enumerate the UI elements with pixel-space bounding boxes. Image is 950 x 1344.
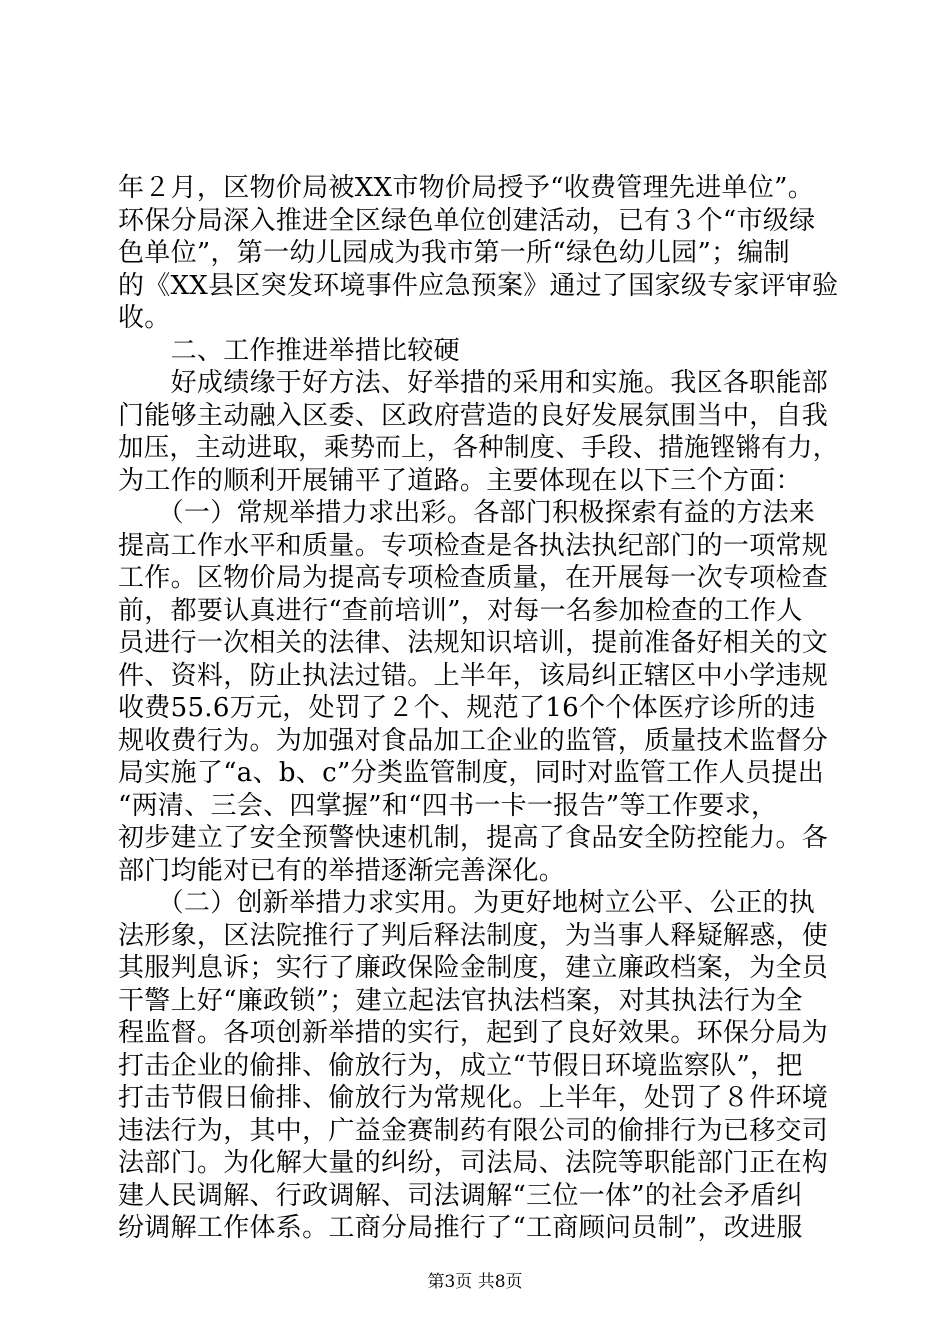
text-line: 法形象，区法院推行了判后释法制度，为当事人释疑解惑，使 bbox=[118, 920, 829, 951]
text-line: 收。 bbox=[118, 303, 171, 333]
text-line: 好成绩缘于好方法、好举措的采用和实施。我区各职能部 bbox=[118, 368, 829, 398]
text-line: （二）创新举措力求实用。为更好地树立公平、公正的执 bbox=[118, 888, 816, 918]
document-body bbox=[118, 172, 838, 1245]
text-line: 前，都要认真进行“查前培训”，对每一名参加检查的工作人 bbox=[118, 595, 803, 626]
text-line: 局实施了“a、b、c”分类监管制度，同时对监管工作人员提出 bbox=[118, 758, 824, 788]
text-line: （一）常规举措力求出彩。各部门积极探索有益的方法来 bbox=[118, 498, 816, 528]
text-line: “两清、三会、四掌握”和“四书一卡一报告”等工作要求， bbox=[118, 790, 778, 821]
text-line: 件、资料，防止执法过错。上半年，该局纠正辖区中小学违规 bbox=[118, 660, 829, 691]
text-line: 门能够主动融入区委、区政府营造的良好发展氛围当中，自我 bbox=[118, 400, 829, 431]
text-line: 环保分局深入推进全区绿色单位创建活动，已有３个“市级绿 bbox=[118, 205, 816, 236]
text-line: 初步建立了安全预警快速机制，提高了食品安全防控能力。各 bbox=[118, 823, 829, 853]
text-line: 纷调解工作体系。工商分局推行了“工商顾问员制”，改进服 bbox=[118, 1213, 803, 1243]
text-line: 为工作的顺利开展铺平了道路。主要体现在以下三个方面： bbox=[118, 465, 802, 496]
text-line: 干警上好“廉政锁”；建立起法官执法档案，对其执法行为全 bbox=[118, 985, 803, 1016]
text-line: 员进行一次相关的法律、法规知识培训，提前准备好相关的文 bbox=[118, 628, 829, 658]
text-line: 建人民调解、行政调解、司法调解“三位一体”的社会矛盾纠 bbox=[118, 1180, 803, 1211]
text-line: 加压，主动进取，乘势而上，各种制度、手段、措施铿锵有力， bbox=[118, 433, 839, 463]
text-line: 的《XX县区突发环境事件应急预案》通过了国家级专家评审验 bbox=[118, 270, 839, 301]
text-line: 部门均能对已有的举措逐渐完善深化。 bbox=[118, 855, 566, 886]
text-line: 色单位”，第一幼儿园成为我市第一所“绿色幼儿园”；编制 bbox=[118, 238, 790, 268]
text-line: 打击企业的偷排、偷放行为，成立“节假日环境监察队”，把 bbox=[118, 1050, 803, 1081]
text-line: 二、工作推进举措比较硬 bbox=[118, 335, 460, 366]
text-line: 打击节假日偷排、偷放行为常规化。上半年，处罚了８件环境 bbox=[118, 1083, 829, 1113]
text-line: 违法行为，其中，广益金赛制药有限公司的偷排行为已移交司 bbox=[118, 1115, 829, 1146]
text-line: 工作。区物价局为提高专项检查质量，在开展每一次专项检查 bbox=[118, 563, 829, 593]
text-line: 程监督。各项创新举措的实行，起到了良好效果。环保分局为 bbox=[118, 1018, 829, 1048]
page-footer: 第3页 共8页 bbox=[427, 1272, 523, 1292]
text-line: 规收费行为。为加强对食品加工企业的监管，质量技术监督分 bbox=[118, 725, 829, 756]
text-line: 年２月，区物价局被XX市物价局授予“收费管理先进单位”。 bbox=[118, 173, 815, 203]
text-line: 提高工作水平和质量。专项检查是各执法执纪部门的一项常规 bbox=[118, 530, 829, 561]
text-line: 收费55.6万元，处罚了２个、规范了16个个体医疗诊所的违 bbox=[118, 693, 816, 723]
text-line: 法部门。为化解大量的纠纷，司法局、法院等职能部门正在构 bbox=[118, 1148, 829, 1178]
text-line: 其服判息诉；实行了廉政保险金制度，建立廉政档案，为全员 bbox=[118, 953, 829, 983]
